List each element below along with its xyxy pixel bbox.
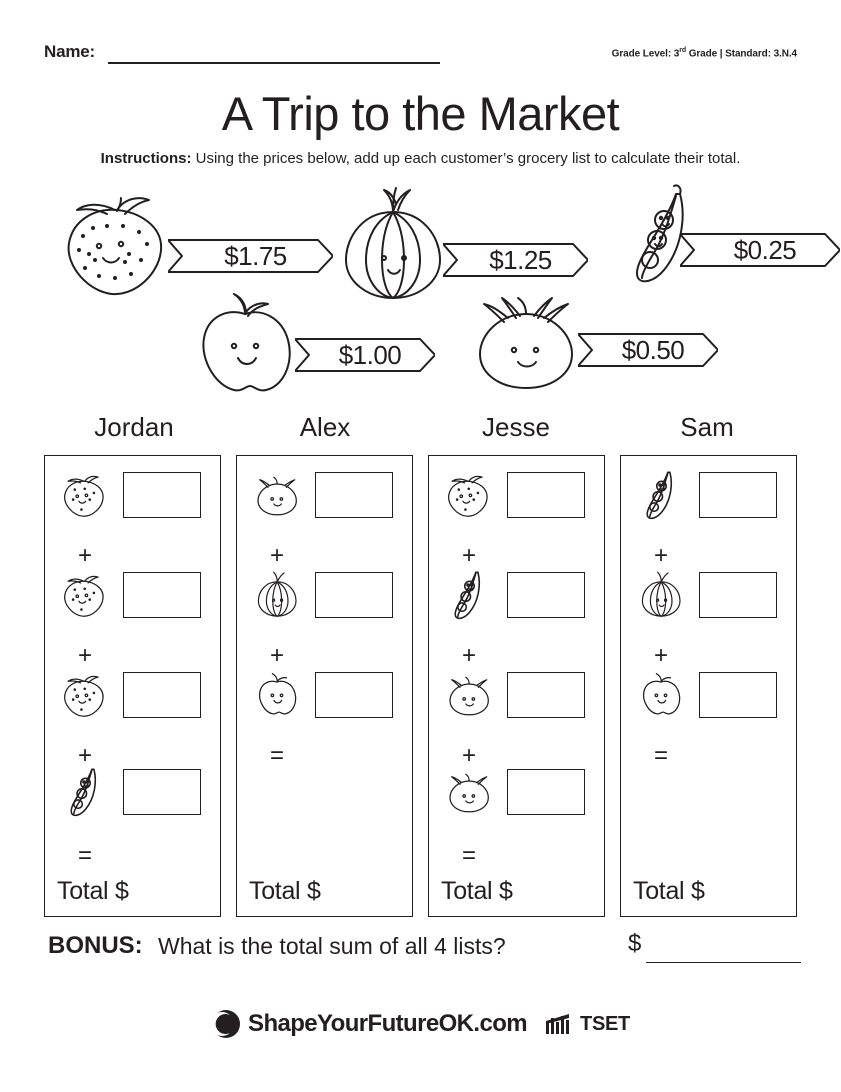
bonus-answer-line[interactable] [646, 962, 801, 963]
list-item [55, 564, 212, 626]
customer-names-row [44, 412, 797, 452]
list-item [439, 464, 596, 526]
brand-lockup [211, 1009, 527, 1039]
grocery-list-columns [44, 455, 797, 917]
tomato-icon [468, 288, 588, 393]
name-write-line[interactable] [108, 62, 440, 64]
operator-plus: + [461, 742, 476, 769]
page-title: A Trip to the Market [221, 87, 620, 140]
operator-plus: + [269, 642, 284, 669]
price-banner-tomato [578, 330, 718, 370]
answer-box[interactable] [315, 672, 393, 718]
answer-box[interactable] [123, 672, 201, 718]
operator-plus: + [461, 542, 476, 569]
answer-box[interactable] [123, 769, 201, 815]
operator-equals: = [461, 842, 476, 869]
answer-box[interactable] [699, 572, 777, 618]
answer-box[interactable] [699, 672, 777, 718]
price-value-strawberry: $1.75 [224, 240, 287, 271]
list-item [439, 564, 596, 626]
price-banner-apple [295, 335, 435, 375]
operator-plus: + [77, 542, 92, 569]
bonus-label: BONUS: [48, 932, 143, 959]
operator-plus: + [653, 542, 668, 569]
answer-box[interactable] [315, 572, 393, 618]
peapod-icon [55, 761, 117, 823]
header [44, 40, 797, 70]
grocery-column-jordan [44, 455, 221, 917]
customer-name-alex: Alex [299, 412, 351, 442]
customer-name-jordan: Jordan [94, 412, 174, 442]
price-entry-tomato [468, 288, 685, 393]
onion-icon [631, 564, 693, 626]
strawberry-icon [55, 664, 117, 726]
price-entry-onion [330, 180, 552, 310]
operator-plus: + [461, 642, 476, 669]
list-item [631, 464, 788, 526]
price-value-apple: $1.00 [338, 339, 402, 370]
tset-name: TSET [580, 1012, 630, 1035]
peapod-icon [631, 464, 693, 526]
grocery-column-alex [236, 455, 413, 917]
grocery-column-jesse [428, 455, 605, 917]
grocery-column-sam [620, 455, 797, 917]
tomato-icon [439, 664, 501, 726]
list-item [55, 464, 212, 526]
price-entry-apple [190, 290, 402, 400]
operator-plus: + [269, 542, 284, 569]
list-item [631, 664, 788, 726]
price-key [0, 180, 841, 405]
answer-box[interactable] [315, 472, 393, 518]
price-banner-onion [443, 240, 588, 280]
answer-box[interactable] [699, 472, 777, 518]
price-value-tomato: $0.50 [621, 334, 685, 365]
operator-plus: + [77, 742, 92, 769]
apple-icon [631, 664, 693, 726]
shape-your-future-logo-icon [211, 1009, 241, 1039]
operator-plus: + [77, 642, 92, 669]
name-label: Name: [44, 42, 95, 61]
grade-meta-prefix: Grade Level: 3 [611, 48, 680, 60]
price-value-peapod: $0.25 [733, 234, 797, 265]
customer-name-jesse: Jesse [482, 412, 550, 442]
list-item [439, 761, 596, 823]
price-banner-strawberry [168, 236, 333, 276]
apple-icon [190, 290, 305, 400]
grade-standard-meta [612, 47, 797, 59]
bonus-dollar-sign: $ [628, 930, 642, 957]
total-label: Total $ [633, 877, 705, 905]
list-item [55, 664, 212, 726]
answer-box[interactable] [507, 472, 585, 518]
instructions-label: Instructions: [100, 150, 192, 167]
list-item [247, 464, 404, 526]
list-item [247, 664, 404, 726]
tomato-icon [247, 464, 309, 526]
answer-box[interactable] [123, 572, 201, 618]
total-label: Total $ [441, 877, 513, 905]
bonus-question: What is the total sum of all 4 lists? [158, 933, 506, 959]
price-entry-strawberry [55, 188, 287, 298]
price-value-onion: $1.25 [489, 244, 552, 275]
answer-box[interactable] [507, 672, 585, 718]
strawberry-icon [55, 564, 117, 626]
peapod-icon [439, 564, 501, 626]
bonus-section [48, 930, 793, 970]
onion-icon [330, 180, 460, 310]
answer-box[interactable] [123, 472, 201, 518]
instructions-text: Using the prices below, add up each customer’s grocery list to calculate their total. [191, 150, 741, 167]
total-label: Total $ [249, 877, 321, 905]
list-item [247, 564, 404, 626]
footer [0, 1002, 841, 1046]
price-entry-peapod [630, 182, 797, 292]
list-item [631, 564, 788, 626]
onion-icon [247, 564, 309, 626]
list-item [439, 664, 596, 726]
strawberry-icon [439, 464, 501, 526]
tset-lockup [545, 1013, 630, 1036]
operator-equals: = [77, 842, 92, 869]
strawberry-icon [55, 188, 185, 298]
total-label: Total $ [57, 877, 129, 905]
tset-mark-icon [545, 1013, 575, 1035]
answer-box[interactable] [507, 572, 585, 618]
operator-plus: + [653, 642, 668, 669]
brand-name: ShapeYourFutureOK.com [248, 1010, 528, 1037]
tomato-icon [439, 761, 501, 823]
grade-meta-ordinal: rd [679, 47, 687, 54]
operator-equals: = [653, 742, 668, 769]
customer-name-sam: Sam [680, 412, 734, 442]
operator-equals: = [269, 742, 284, 769]
strawberry-icon [55, 464, 117, 526]
price-banner-peapod [680, 230, 840, 270]
apple-icon [247, 664, 309, 726]
instructions [0, 150, 841, 168]
list-item [55, 761, 212, 823]
answer-box[interactable] [507, 769, 585, 815]
grade-meta-suffix: Grade | Standard: 3.N.4 [686, 48, 797, 60]
